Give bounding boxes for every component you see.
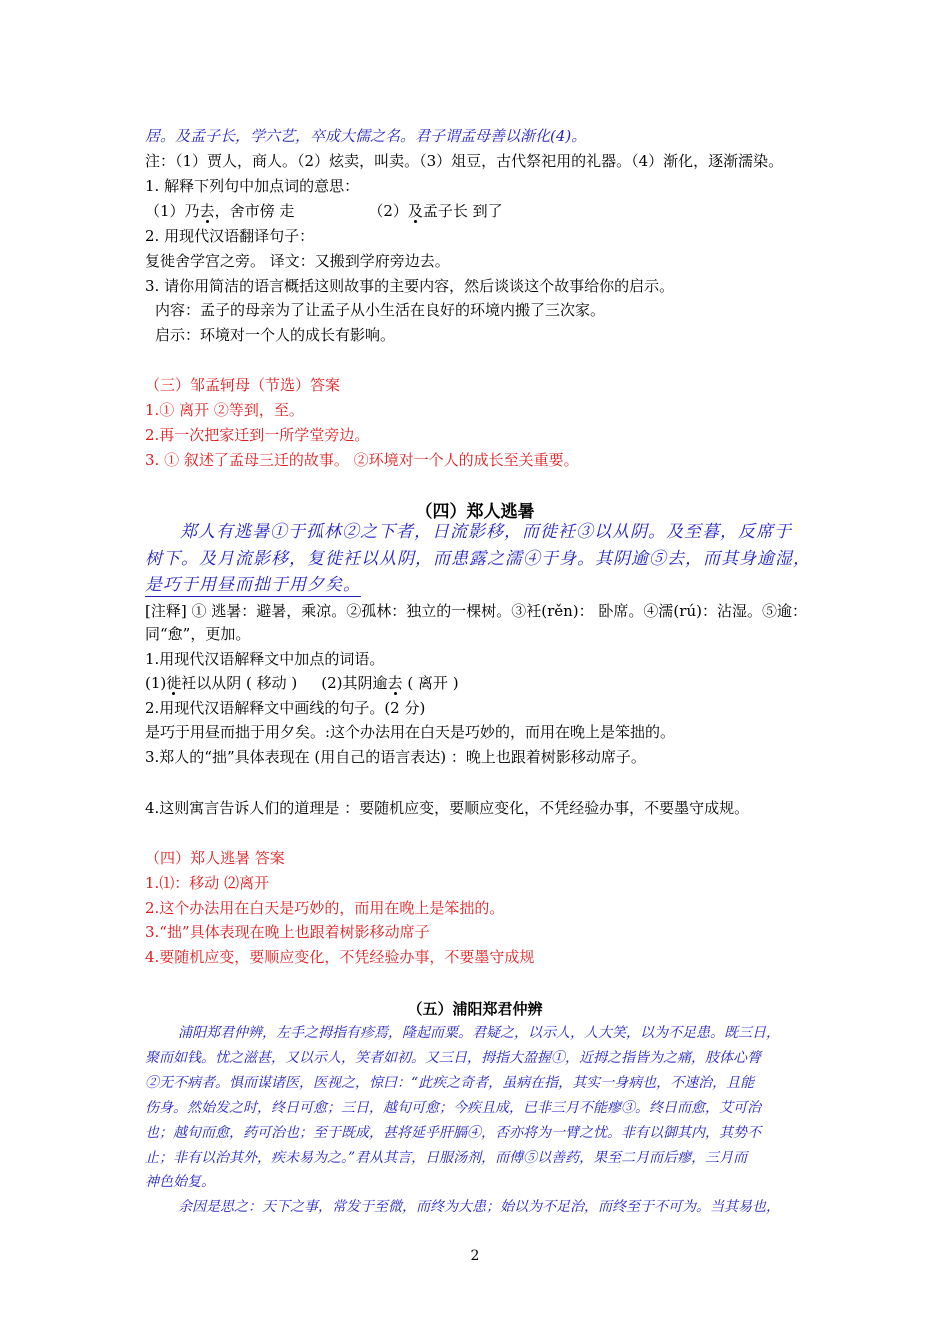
dotted-word: 及 bbox=[407, 202, 423, 220]
page-number: 2 bbox=[470, 1248, 480, 1264]
classical-text-line: 止；非有以治其外，疾未易为之。”君从其言，日服汤剂，而傅⑤以善药，果至二月而后瘳，三月而 bbox=[145, 1150, 748, 1166]
q1a-prefix: (1) bbox=[145, 674, 167, 692]
q1b-prefix: (2)其阴逾 bbox=[321, 674, 388, 692]
answer-line: 1.⑴：移动 ⑵离开 bbox=[145, 874, 270, 892]
question-2: 2.用现代汉语解释文中画线的句子。(2 分) bbox=[145, 699, 426, 717]
classical-text-line: 树下。及月流影移，复徙衽以从阴，而患露之濡④于身。其阴逾⑤去，而其身逾湿， bbox=[145, 549, 811, 569]
answer-line: 1.① 离开 ②等到，至。 bbox=[145, 401, 304, 419]
answer-line: 4.要随机应变，要顺应变化，不凭经验办事，不要墨守成规 bbox=[145, 948, 535, 966]
question-2-answer: 复徙舍学宫之旁。 译文：又搬到学府旁边去。 bbox=[145, 252, 450, 270]
question-1: 1.用现代汉语解释文中加点的词语。 bbox=[145, 650, 385, 668]
question-2-answer: 是巧于用昼而拙于用夕矣。:这个办法用在白天是巧妙的，而用在晚上是笨拙的。 bbox=[145, 723, 676, 741]
answer-line: 2.这个办法用在白天是巧妙的，而用在晚上是笨拙的。 bbox=[145, 899, 505, 917]
q1a-suffix: 衽以从阴 ( 移动 ) bbox=[181, 674, 298, 692]
section-title: （四）郑人逃暑 bbox=[415, 502, 535, 522]
dotted-word: 去 bbox=[199, 202, 215, 220]
question-1-items bbox=[145, 201, 503, 221]
q1a-suffix: ，舍市傍 走 bbox=[214, 202, 295, 220]
answer-heading: （三）邹孟轲母（节选）答案 bbox=[145, 376, 341, 394]
answer-heading: （四）郑人逃暑 答案 bbox=[145, 849, 285, 867]
classical-text-line: 郑人有逃暑①于孤林②之下者，日流影移，而徙衽③以从阴。及至暮，反席于 bbox=[180, 522, 792, 542]
question-4: 4.这则寓言告诉人们的道理是 ：要随机应变，要顺应变化，不凭经验办事，不要墨守成规。 bbox=[145, 799, 750, 817]
classical-text-line-underlined bbox=[145, 575, 361, 595]
annotation-line: 同“愈”，更加。 bbox=[145, 625, 251, 643]
q1b-prefix: （2） bbox=[368, 202, 408, 220]
q1a-prefix: （1）乃 bbox=[145, 202, 200, 220]
question-1: 1. 解释下列句中加点词的意思： bbox=[145, 177, 360, 195]
underlined-sentence: 是巧于用昼而拙于用夕矣。 bbox=[145, 575, 361, 595]
classical-text-line: 也；越旬而愈，药可治也；至于既成，甚将延乎肝膈④，否亦将为一臂之忧。非有以御其内，其势不 bbox=[145, 1125, 761, 1141]
question-1-items bbox=[145, 673, 459, 693]
annotation-line: 注：（1）贾人，商人。（2）炫卖，叫卖。（3）俎豆，古代祭祀用的礼器。（4）渐化，逐渐濡染。 bbox=[145, 152, 784, 170]
question-3-content: 内容：孟子的母亲为了让孟子从小生活在良好的环境内搬了三次家。 bbox=[155, 301, 606, 319]
classical-text-line: 神色始复。 bbox=[145, 1174, 215, 1190]
question-3: 3. 请你用简洁的语言概括这则故事的主要内容，然后谈谈这个故事给你的启示。 bbox=[145, 277, 675, 295]
dotted-word: 去 bbox=[387, 674, 403, 692]
answer-line: 2.再一次把家迁到一所学堂旁边。 bbox=[145, 426, 370, 444]
section-title: （五）浦阳郑君仲辨 bbox=[407, 1000, 543, 1018]
dotted-word: 徙 bbox=[166, 674, 182, 692]
question-3-insight: 启示：环境对一个人的成长有影响。 bbox=[155, 326, 396, 344]
question-2: 2. 用现代汉语翻译句子： bbox=[145, 227, 315, 245]
classical-text-line: 余因是思之：天下之事，常发于至微，而终为大患；始以为不足治，而终至于不可为。当其易也， bbox=[178, 1199, 780, 1215]
classical-text-line: 伤身。然始发之时，终日可愈；三日，越旬可愈；今疾且成，已非三月不能瘳③。终日而愈，艾可治 bbox=[145, 1100, 761, 1116]
answer-line: 3. ① 叙述了孟母三迁的故事。 ②环境对一个人的成长至关重要。 bbox=[145, 451, 579, 469]
classical-text-line: ②无不病者。惧而谋诸医，医视之，惊曰：“此疾之奇者，虽病在指，其实一身病也，不速治，且能 bbox=[145, 1075, 755, 1091]
q1b-suffix: ( 离开 ) bbox=[402, 674, 459, 692]
answer-line: 3.“拙”具体表现在晚上也跟着树影移动席子 bbox=[145, 923, 430, 941]
q1b-suffix: 孟子长 到了 bbox=[422, 202, 503, 220]
classical-text-line: 浦阳郑君仲辨，左手之拇指有疹焉，隆起而粟。君疑之，以示人，人大笑，以为不足患。既三日， bbox=[178, 1025, 780, 1041]
question-3: 3.郑人的“拙”具体表现在 (用自己的语言表达) ：晚上也跟着树影移动席子。 bbox=[145, 748, 646, 766]
classical-text-line: 居。及孟子长，学六艺，卒成大儒之名。君子谓孟母善以渐化(4)。 bbox=[145, 127, 587, 145]
classical-text-line: 聚而如钱。忧之滋甚，又以示人，笑者如初。又三日，拇指大盈握①，近拇之指皆为之痛，肢体心膂 bbox=[145, 1050, 761, 1066]
annotation-line: [注释] ① 逃暑：避暑，乘凉。②孤林：独立的一棵树。③衽(rěn)： 卧席。④濡(rú)：沾湿。⑤逾： bbox=[145, 602, 807, 620]
